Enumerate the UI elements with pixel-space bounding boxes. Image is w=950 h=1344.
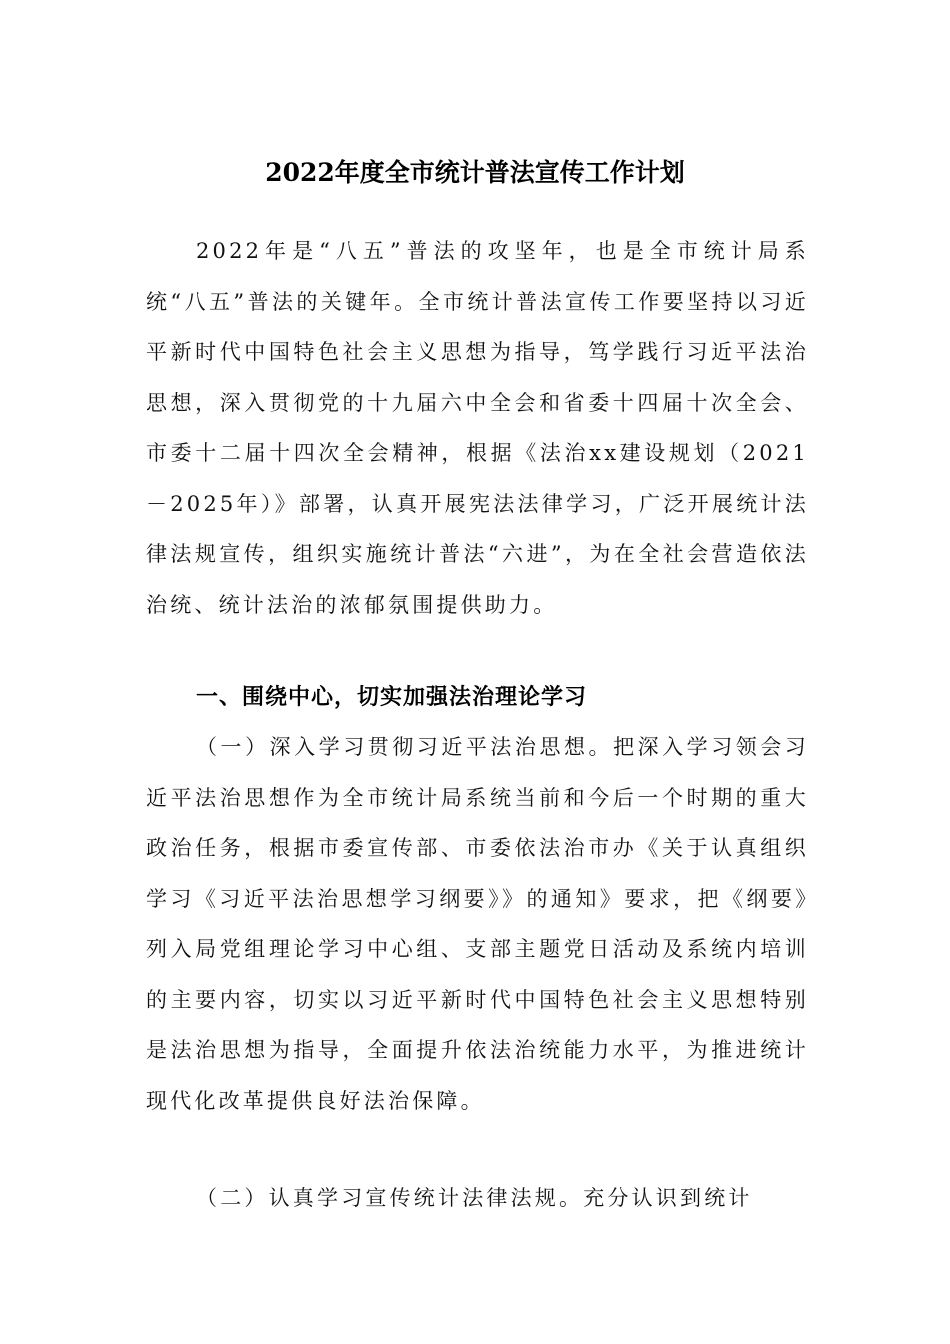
document-title: 2022年度全市统计普法宣传工作计划 bbox=[265, 158, 685, 187]
intro-paragraph: 2022年是“八五”普法的攻坚年，也是全市统计局系统“八五”普法的关键年。全市统计普法宣传工作要坚持以习近平新时代中国特色社会主义思想为指导，笃学践行习近平法治思想，深入贯彻党的十九届六中全会和省委十四届十次全会、市委十二届十四次全会精神，根据《法治xx建设规划（2021－2025年）》部署，认真开展宪法法律学习，广泛开展统计法律法规宣传，组织实施统计普法“六进”，为在全社会营造依法治统、统计法治的浓郁氛围提供助力。 bbox=[146, 239, 809, 617]
section-item-1-paragraph: （一）深入学习贯彻习近平法治思想。把深入学习领会习近平法治思想作为全市统计局系统当前和今后一个时期的重大政治任务，根据市委宣传部、市委依法治市办《关于认真组织学习《习近平法治思想学习纲要》》的通知》要求，把《纲要》列入局党组理论学习中心组、支部主题党日活动及系统内培训的主要内容，切实以习近平新时代中国特色社会主义思想特别是法治思想为指导，全面提升依法治统能力水平，为推进统计现代化改革提供良好法治保障。 bbox=[146, 735, 809, 1113]
section-item-2-paragraph: （二）认真学习宣传统计法律法规。充分认识到统计 bbox=[196, 1186, 753, 1210]
section-heading: 一、围绕中心，切实加强法治理论学习 bbox=[196, 685, 588, 710]
